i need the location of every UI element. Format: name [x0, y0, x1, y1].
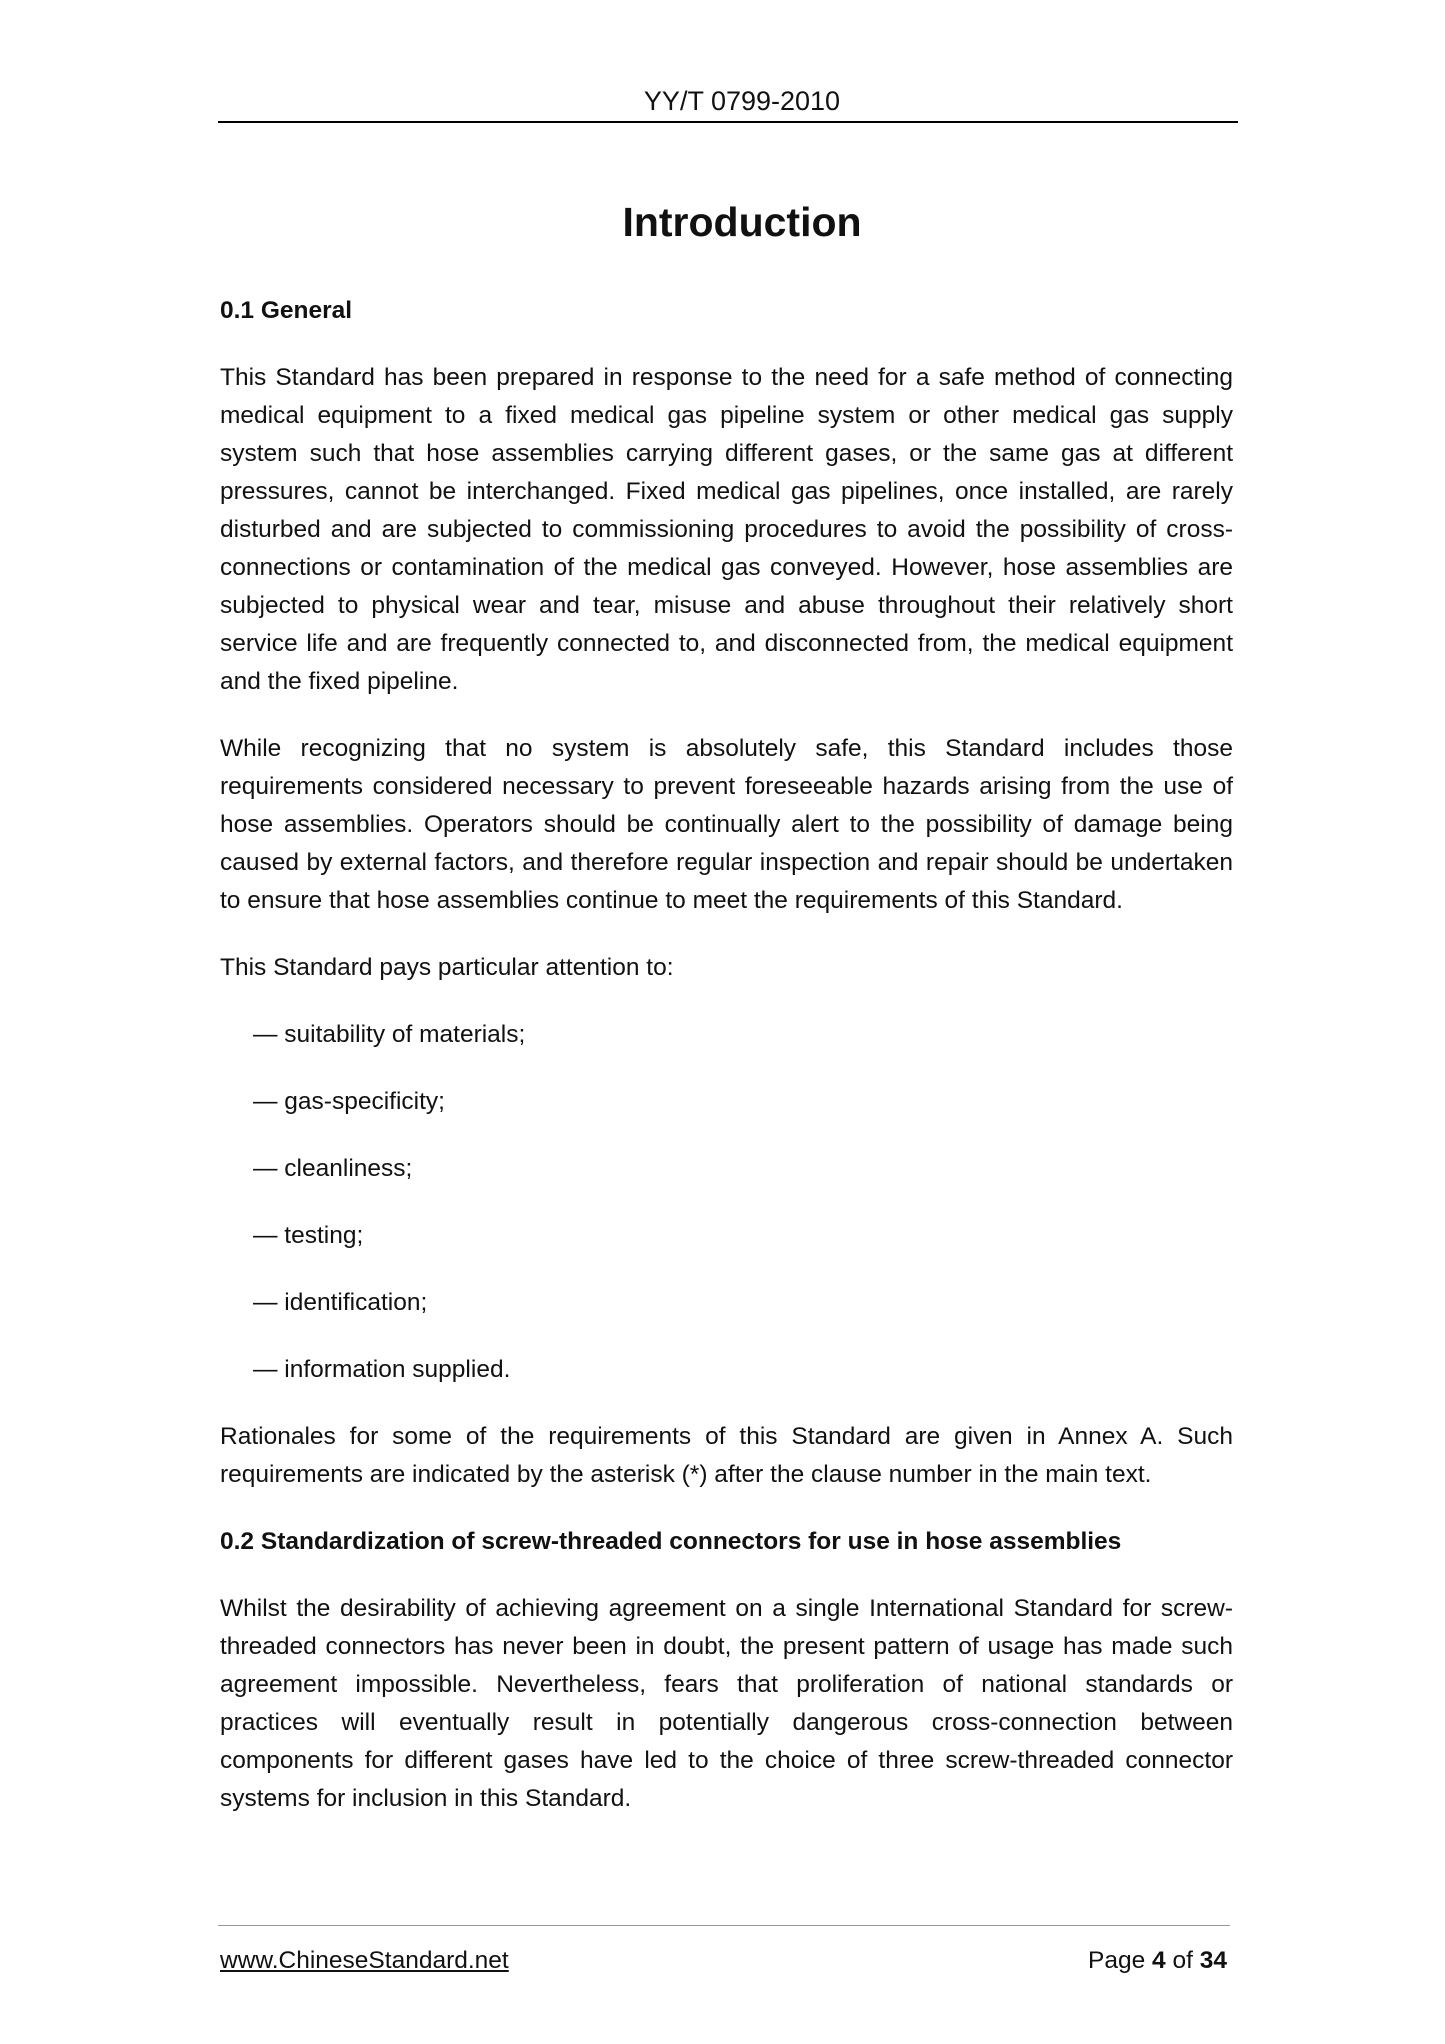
list-item: — testing; — [253, 1222, 364, 1249]
page-current: 4 — [1152, 1947, 1166, 1974]
header-divider — [218, 121, 1238, 123]
attention-list — [220, 1016, 1233, 1389]
paragraph: This Standard has been prepared in response to the need for a safe method of connecting medical equipment to a fixed medical gas pipeline system or other medical gas supply system such that hose assemblies carrying different gases, or the same gas at different pressures, cannot be interchanged. Fixed medical gas pipelines, once installed, are rarely disturbed and are subjected to commissioning procedures to avoid the possibility of cross-connections or contamination of the medical gas conveyed. However, hose assemblies are subjected to physical wear and tear, misuse and abuse throughout their relatively short service life and are frequently connected to, and disconnected from, the medical equipment and the fixed pipeline. — [220, 364, 1233, 695]
list-item: — suitability of materials; — [253, 1021, 526, 1048]
list-item: — information supplied. — [253, 1356, 511, 1383]
paragraph: While recognizing that no system is absolutely safe, this Standard includes those requirements considered necessary to prevent foreseeable hazards arising from the use of hose assemblies. Operators should be continually alert to the possibility of damage being caused by external factors, and therefore regular inspection and repair should be undertaken to ensure that hose assemblies continue to meet the requirements of this Standard. — [220, 735, 1233, 914]
paragraph: This Standard pays particular attention to: — [220, 954, 674, 981]
paragraph: Rationales for some of the requirements of this Standard are given in Annex A. Such requirements are indicated by the asterisk (*) after the clause number in the main text. — [220, 1423, 1233, 1488]
section-heading-general: 0.1 General — [220, 297, 353, 324]
paragraph: Whilst the desirability of achieving agreement on a single International Standard for screw-threaded connectors has never been in doubt, the present pattern of usage has made such agreement impossible. Nevertheless, fears that proliferation of national standards or practices will eventually result in potentially dangerous cross-connection between components for different gases have led to the choice of three screw-threaded connector systems for inclusion in this Standard. — [220, 1595, 1233, 1812]
page-number — [1088, 1945, 1227, 1977]
footer-divider — [218, 1925, 1230, 1926]
list-item: — gas-specificity; — [253, 1088, 445, 1115]
section-heading-standardization: 0.2 Standardization of screw-threaded connectors for use in hose assemblies — [220, 1528, 1122, 1555]
page-total: 34 — [1199, 1947, 1227, 1974]
page-title: Introduction — [622, 199, 862, 245]
document-body — [220, 292, 1233, 1818]
list-item: — cleanliness; — [253, 1155, 413, 1182]
page-of: of — [1172, 1947, 1193, 1974]
page-prefix: Page — [1088, 1947, 1146, 1974]
list-item: — identification; — [253, 1289, 428, 1316]
website-link[interactable]: www.ChineseStandard.net — [220, 1947, 509, 1974]
document-code-header: YY/T 0799-2010 — [643, 86, 841, 116]
